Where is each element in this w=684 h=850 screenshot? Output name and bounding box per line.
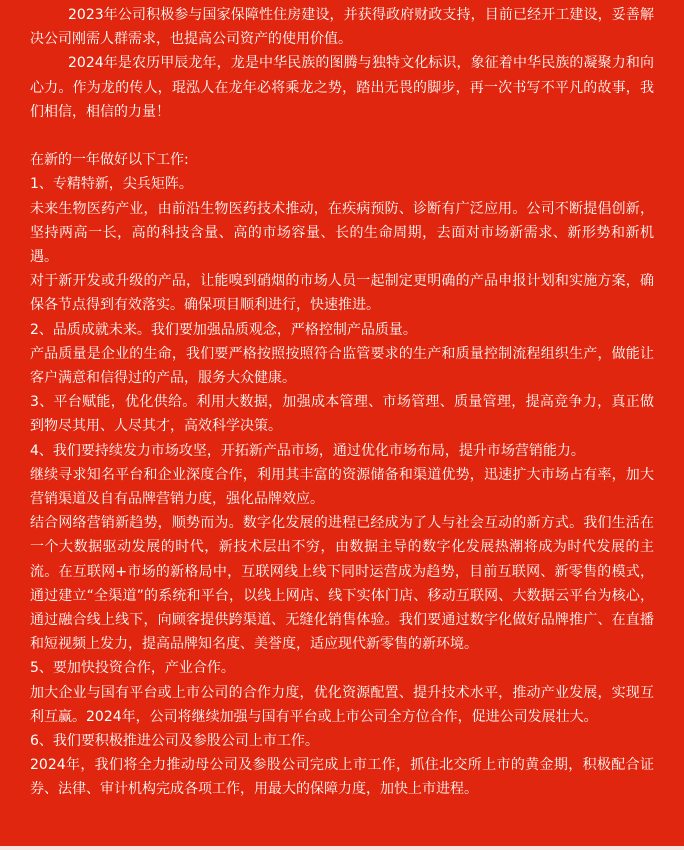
paragraph-item-2: 产品质量是企业的生命，我们要严格按照按照符合监管要求的生产和质量控制流程组织生产，做能让客户满意和信得过的产品，服务大众健康。: [30, 345, 654, 387]
paragraph-item-4a: 继续寻求知名平台和企业深度合作，利用其丰富的资源储备和渠道优势，迅速扩大市场占有率，加大营销渠道及自有品牌营销力度，强化品牌效应。: [30, 466, 654, 508]
heading-item-6: 6、我们要积极推进公司及参股公司上市工作。: [30, 733, 319, 750]
paragraph-dragon-year: 2024年是农历甲辰龙年，龙是中华民族的图腾与独特文化标识，象征着中华民族的凝聚力和向心力。作为龙的传人，琨泓人在龙年必将乘龙之势，踏出无畏的脚步，再一次书写不平凡的故事，我们相信，相信的力量！: [30, 55, 654, 120]
heading-item-3: 3、平台赋能，优化供给。利用大数据，加强成本管理、市场管理、质量管理，提高竞争力，真正做到物尽其用、人尽其才，高效科学决策。: [30, 394, 654, 435]
heading-item-5: 5、要加快投资合作，产业合作。: [30, 660, 235, 677]
paragraph-item-5: 加大企业与国有平台或上市公司的合作力度，优化资源配置、提升技术水平，推动产业发展，实现互利互赢。2024年，公司将继续加强与国有平台或上市公司全方位合作，促进公司发展壮大。: [30, 684, 654, 725]
heading-item-4: 4、我们要持续发力市场攻坚，开拓新产品市场，通过优化市场布局，提升市场营销能力。: [30, 442, 585, 459]
heading-item-1: 1、专精特新，尖兵矩阵。: [30, 176, 193, 193]
paragraph-item-4b: 结合网络营销新趋势，顺势而为。数字化发展的进程已经成为了人与社会互动的新方式。我们生活在一个大数据驱动发展的时代，新技术层出不穷，由数据主导的数字化发展热潮将成为时代发展的主流。在互联网+市场的新格局中，互联网线上线下同时运营成为趋势，目前互联网、新零售的模式，通过建立“全渠道”的系统和平台，以线上网店、线下实体门店、移动互联网、大数据云平台为核心，通过融合线上线下，向顾客提供跨渠道、无缝化销售体验。我们要通过数字化做好品牌推广、在直播和短视频上发力，提高品牌知名度、美誉度，适应现代新零售的新环境。: [30, 515, 654, 653]
paragraph-item-1a: 未来生物医药产业，由前沿生物医药技术推动，在疾病预防、诊断有广泛应用。公司不断提倡创新，坚持两高一长，高的科技含量、高的市场容量、长的生命周期，去面对市场新需求、新形势和新机遇。: [30, 200, 654, 266]
page-bottom-edge: [0, 846, 684, 850]
paragraph-item-6: 2024年，我们将全力推动母公司及参股公司完成上市工作，抓住北交所上市的黄金期，积极配合证券、法律、审计机构完成各项工作，用最大的保障力度，加快上市进程。: [30, 757, 654, 798]
paragraph-spacer: [30, 124, 654, 148]
paragraph-housing: 2023年公司积极参与国家保障性住房建设，并获得政府财政支持，目前已经开工建设，妥善解决公司刚需人群需求，也提高公司资产的使用价值。: [30, 7, 654, 48]
section-intro: 在新的一年做好以下工作:: [30, 152, 189, 169]
paragraph-item-1b: 对于新开发或升级的产品，让能嗅到硝烟的市场人员一起制定更明确的产品申报计划和实施方案，确保各节点得到有效落实。确保项目顺利进行，快速推进。: [30, 273, 654, 314]
heading-item-2: 2、品质成就未来。我们要加强品质观念，严格控制产品质量。: [30, 321, 417, 338]
